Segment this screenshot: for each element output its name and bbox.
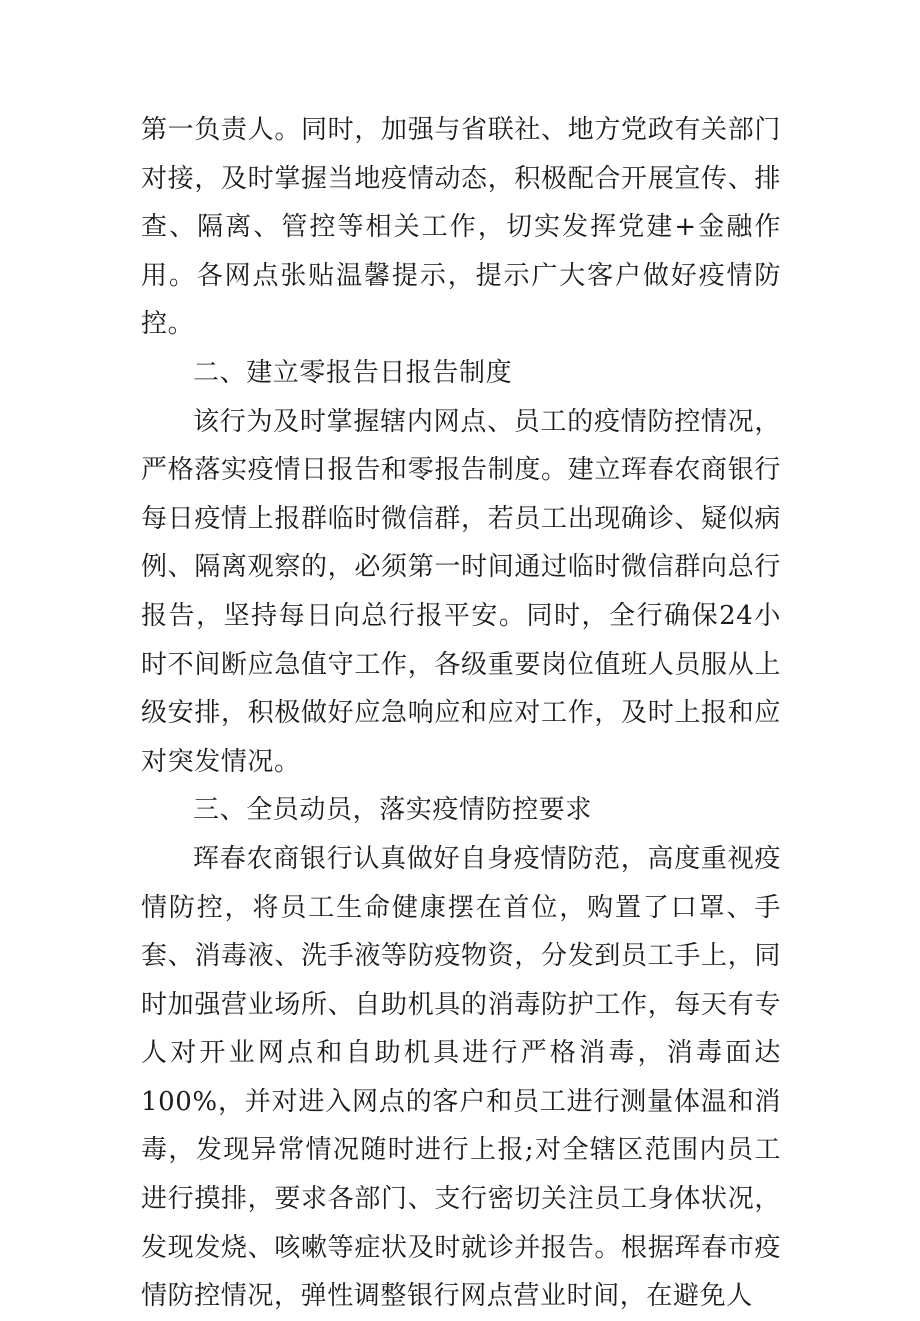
paragraph-3: 珲春农商银行认真做好自身疫情防范，高度重视疫情防控，将员工生命健康摆在首位，购置了口罩、手套、消毒液、洗手液等防疫物资，分发到员工手上，同时加强营业场所、自助机具的消毒防护工作，每天有专人对开业网点和自助机具进行严格消毒，消毒面达100%，并对进入网点的客户和员工进行测量体温和消毒，发现异常情况随时进行上报;对全辖区范围内员工进行摸排，要求各部门、支行密切关注员工身体状况，发现发烧、咳嗽等症状及时就诊并报告。根据珲春市疫情防控情况，弹性调整银行网点营业时间，在避免人: [141, 843, 781, 1312]
paragraph-2: 该行为及时掌握辖内网点、员工的疫情防控情况，严格落实疫情日报告和零报告制度。建立珲春农商银行每日疫情上报群临时微信群，若员工出现确诊、疑似病例、隔离观察的，必须第一时间通过临时微信群向总行报告，坚持每日向总行报平安。同时，全行确保24小时不间断应急值守工作，各级重要岗位值班人员服从上级安排，积极做好应急响应和应对工作，及时上报和应对突发情况。: [141, 406, 781, 777]
document-body: [141, 106, 781, 1321]
section-heading-2: 二、建立零报告日报告制度: [193, 357, 513, 388]
paragraph-1: 第一负责人。同时，加强与省联社、地方党政有关部门对接，及时掌握当地疫情动态，积极配合开展宣传、排查、隔离、管控等相关工作，切实发挥党建+金融作用。各网点张贴温馨提示，提示广大客户做好疫情防控。: [141, 115, 781, 340]
section-heading-3: 三、全员动员，落实疫情防控要求: [193, 795, 593, 826]
